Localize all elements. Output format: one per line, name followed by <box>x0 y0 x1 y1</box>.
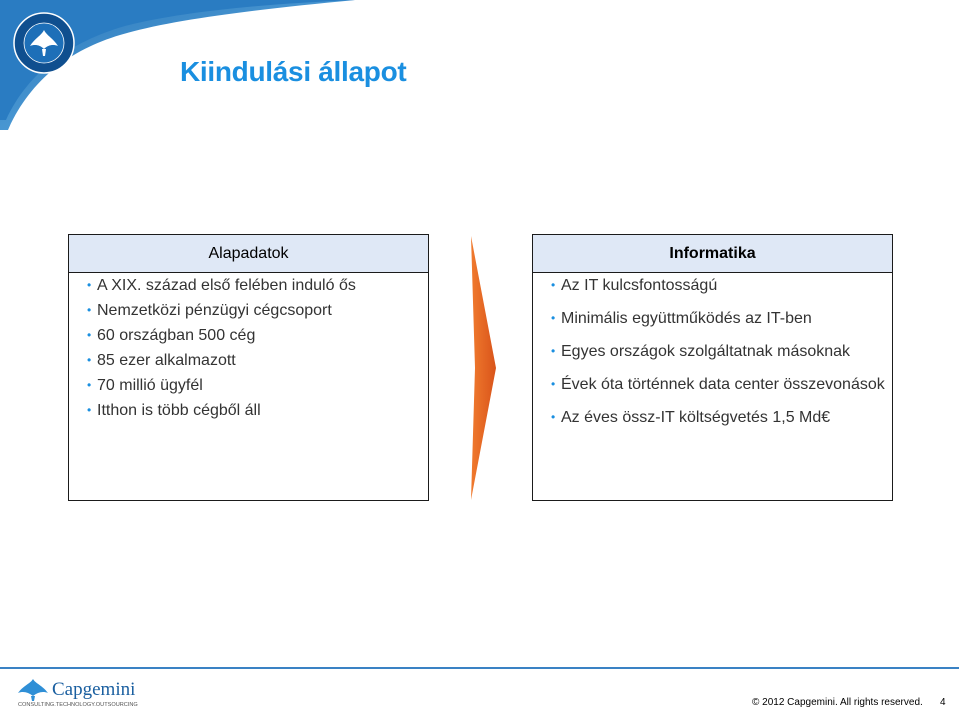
list-item: • Egyes országok szolgáltatnak másoknak <box>533 339 892 364</box>
right-arrow-icon <box>471 236 497 500</box>
copyright-text: © 2012 Capgemini. All rights reserved. <box>752 697 923 708</box>
list-item: • A XIX. század első felében induló ős <box>69 273 428 298</box>
basic-data-list <box>69 273 428 423</box>
it-header: Informatika <box>533 235 892 273</box>
list-item: • Az éves össz-IT költségvetés 1,5 Md€ <box>533 405 892 430</box>
list-item: • Itthon is több cégből áll <box>69 398 428 423</box>
footer-divider <box>0 667 959 669</box>
slide-title: Kiindulási állapot <box>180 56 407 87</box>
list-item: • Nemzetközi pénzügyi cégcsoport <box>69 298 428 323</box>
it-box <box>532 234 893 501</box>
capgemini-logo <box>16 673 156 707</box>
list-item: • Évek óta történnek data center összevonások <box>533 372 892 397</box>
basic-data-box <box>68 234 429 501</box>
basic-data-header: Alapadatok <box>69 235 428 273</box>
list-item: • Minimális együttműködés az IT-ben <box>533 306 892 331</box>
collaborative-badge-logo <box>13 12 75 74</box>
brand-name: Capgemini <box>52 679 136 700</box>
it-list <box>533 273 892 430</box>
list-item: • 70 millió ügyfél <box>69 373 428 398</box>
list-item: • 60 országban 500 cég <box>69 323 428 348</box>
brand-tagline: CONSULTING.TECHNOLOGY.OUTSOURCING <box>18 702 138 707</box>
list-item: • 85 ezer alkalmazott <box>69 348 428 373</box>
list-item: • Az IT kulcsfontosságú <box>533 273 892 298</box>
page-number: 4 <box>940 697 946 708</box>
